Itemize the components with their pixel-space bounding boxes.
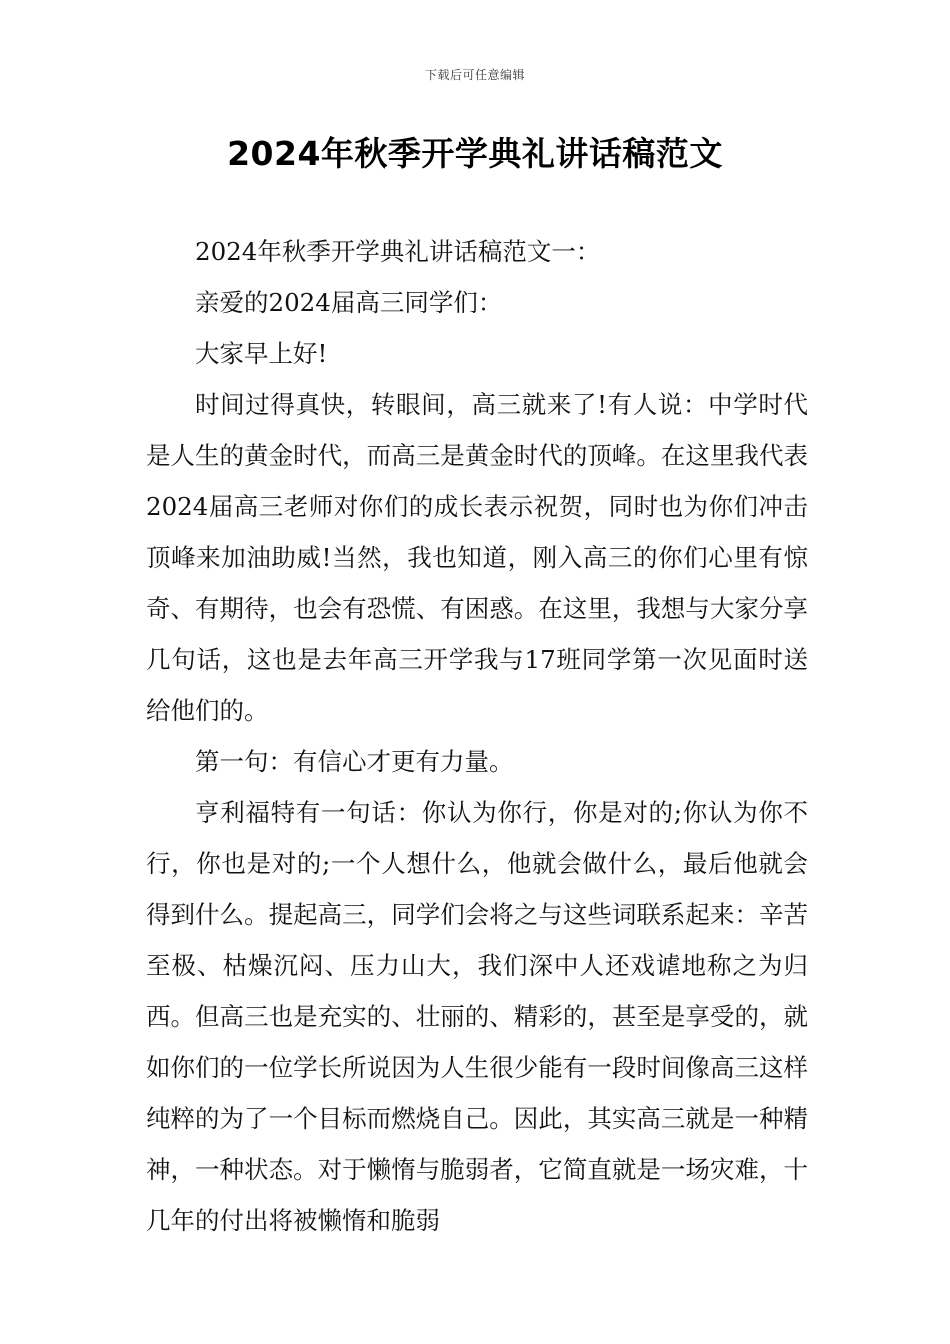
paragraph-first-point-body: 亨利福特有一句话：你认为你行，你是对的;你认为你不行，你也是对的;一个人想什么，他就会做什么，最后他就会得到什么。提起高三，同学们会将之与这些词联系起来：辛苦至极、枯燥沉闷、压力山大，我们深中人还戏谑地称之为归西。但高三也是充实的、壮丽的、精彩的，甚至是享受的，就如你们的一位学长所说因为人生很少能有一段时间像高三这样纯粹的为了一个目标而燃烧自己。因此，其实高三就是一种精神，一种状态。对于懒惰与脆弱者，它简直就是一场灾难，十几年的付出将被懒惰和脆弱: [146, 798, 808, 1235]
paragraph-salutation: 亲爱的2024届高三同学们：: [195, 288, 503, 317]
paragraph-heading: 2024年秋季开学典礼讲话稿范文一：: [195, 237, 601, 266]
document-body: [146, 226, 808, 1246]
paragraph-intro: 时间过得真快，转眼间，高三就来了!有人说：中学时代是人生的黄金时代，而高三是黄金时代的顶峰。在这里我代表2024届高三老师对你们的成长表示祝贺，同时也为你们冲击顶峰来加油助威!当然，我也知道，刚入高三的你们心里有惊奇、有期待，也会有恐慌、有困惑。在这里，我想与大家分享几句话，这也是去年高三开学我与17班同学第一次见面时送给他们的。: [146, 390, 808, 725]
paragraph-greeting: 大家早上好!: [195, 339, 328, 368]
document-title: 2024年秋季开学典礼讲话稿范文: [227, 134, 723, 173]
paragraph-first-point: 第一句：有信心才更有力量。: [195, 747, 514, 776]
header-note: 下载后可任意编辑: [424, 68, 525, 82]
